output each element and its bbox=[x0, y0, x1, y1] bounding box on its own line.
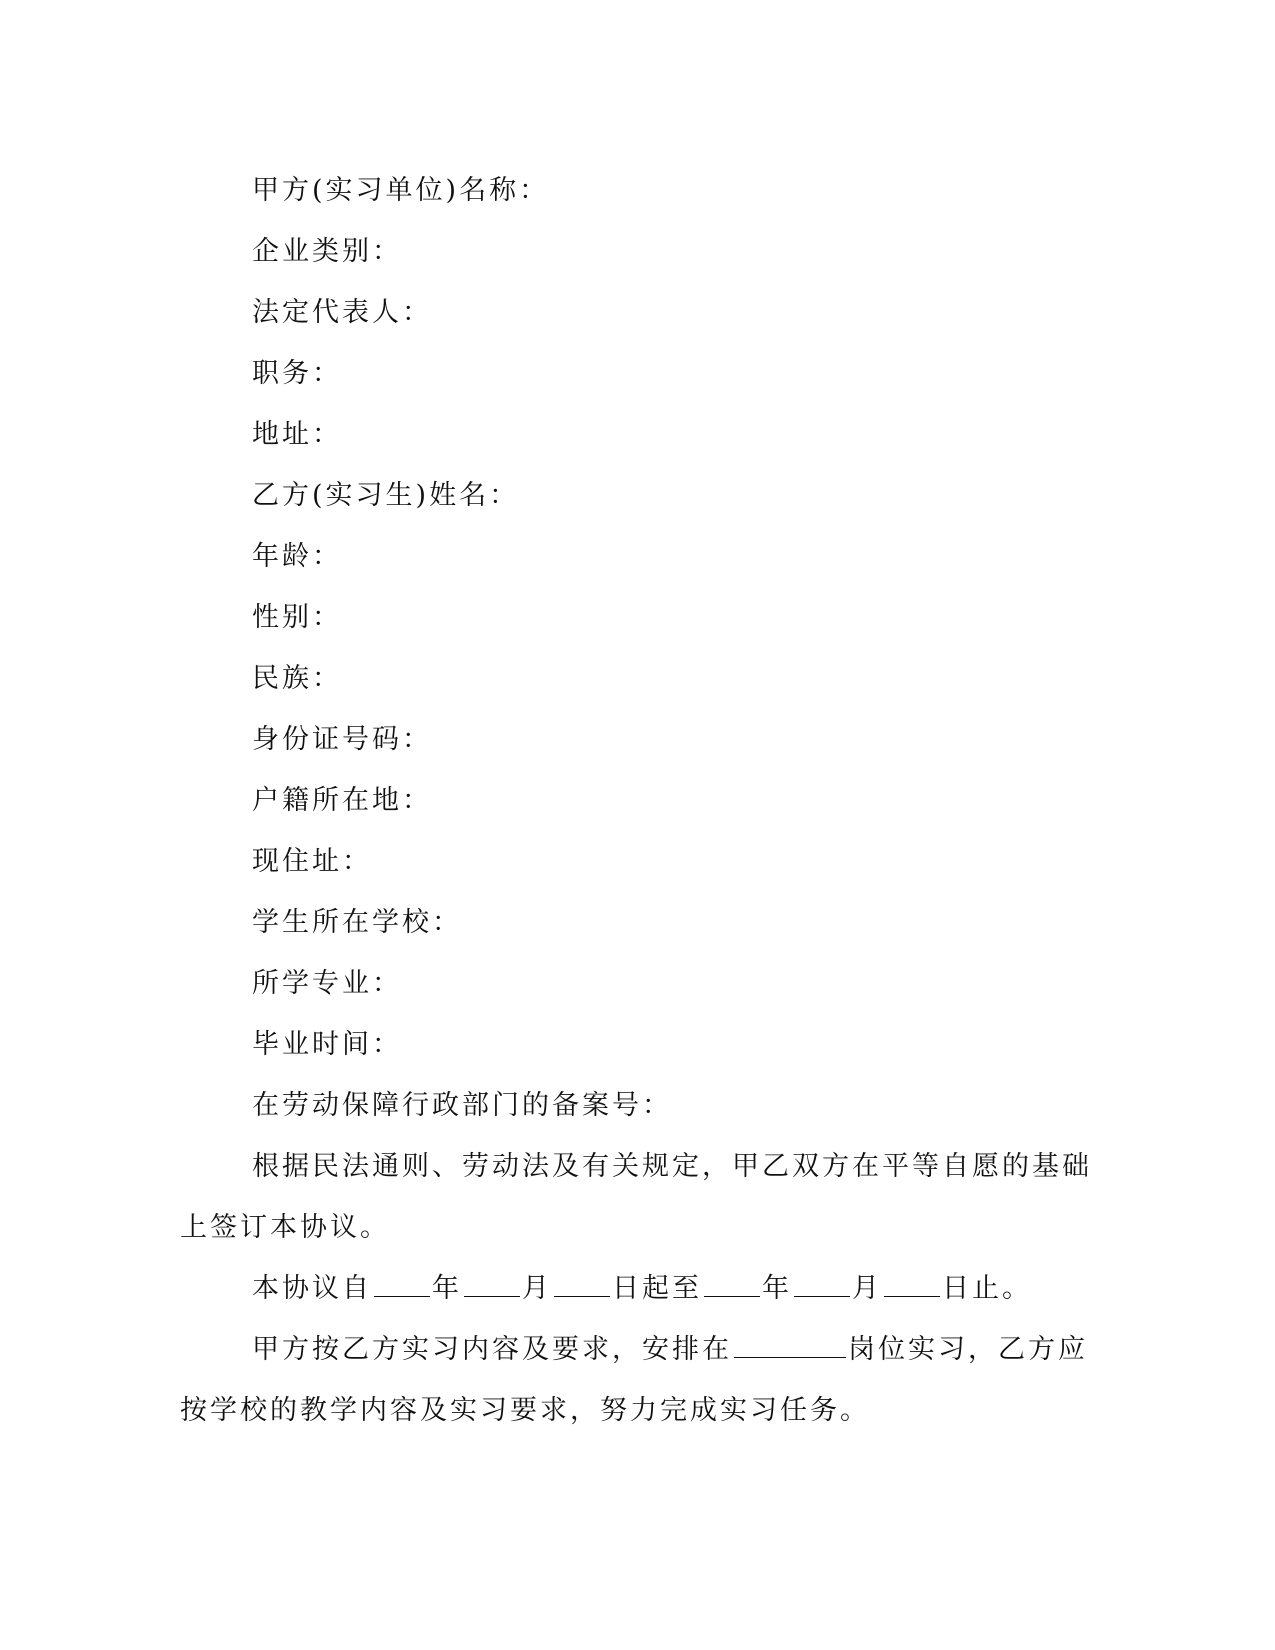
field-party-a-name: 甲方(实习单位)名称： bbox=[252, 175, 550, 206]
field-household-registration: 户籍所在地： bbox=[252, 785, 432, 816]
blank-start-day bbox=[554, 1274, 610, 1297]
paragraph-basis-line-2: 上签订本协议。 bbox=[180, 1212, 390, 1243]
term-prefix: 本协议自 bbox=[252, 1273, 372, 1304]
term-month-2: 月 bbox=[852, 1273, 882, 1304]
placement-text-2: 岗位实习，乙方应 bbox=[848, 1334, 1088, 1365]
blank-start-month bbox=[464, 1274, 520, 1297]
field-legal-representative: 法定代表人： bbox=[252, 297, 432, 328]
paragraph-placement-line-2: 按学校的教学内容及实习要求，努力完成实习任务。 bbox=[180, 1395, 870, 1426]
paragraph-placement-line-1 bbox=[180, 1319, 1088, 1380]
field-party-b-name: 乙方(实习生)姓名： bbox=[252, 480, 520, 511]
field-gender: 性别： bbox=[252, 602, 342, 633]
blank-end-year bbox=[704, 1274, 760, 1297]
term-month-1: 月 bbox=[522, 1273, 552, 1304]
field-current-address: 现住址： bbox=[252, 846, 372, 877]
field-position: 职务： bbox=[252, 358, 342, 389]
field-ethnicity: 民族： bbox=[252, 663, 342, 694]
field-address: 地址： bbox=[252, 419, 342, 450]
field-graduation-time: 毕业时间： bbox=[252, 1029, 402, 1060]
term-year-1: 年 bbox=[432, 1273, 462, 1304]
blank-position bbox=[734, 1335, 846, 1358]
paragraph-basis-line-1: 根据民法通则、劳动法及有关规定，甲乙双方在平等自愿的基础 bbox=[252, 1151, 1092, 1182]
field-id-number: 身份证号码： bbox=[252, 724, 432, 755]
blank-start-year bbox=[374, 1274, 430, 1297]
term-day-2: 日止。 bbox=[942, 1273, 1032, 1304]
field-age: 年龄： bbox=[252, 541, 342, 572]
blank-end-month bbox=[794, 1274, 850, 1297]
blank-end-day bbox=[884, 1274, 940, 1297]
field-record-number: 在劳动保障行政部门的备案号： bbox=[252, 1090, 672, 1121]
field-enterprise-type: 企业类别： bbox=[252, 236, 402, 267]
field-school: 学生所在学校： bbox=[252, 907, 462, 938]
term-year-2: 年 bbox=[762, 1273, 792, 1304]
paragraph-term bbox=[180, 1258, 1060, 1319]
term-day-1: 日起至 bbox=[612, 1273, 702, 1304]
agreement-body bbox=[180, 160, 1092, 1441]
placement-text-1: 甲方按乙方实习内容及要求，安排在 bbox=[252, 1334, 732, 1365]
field-major: 所学专业： bbox=[252, 968, 402, 999]
